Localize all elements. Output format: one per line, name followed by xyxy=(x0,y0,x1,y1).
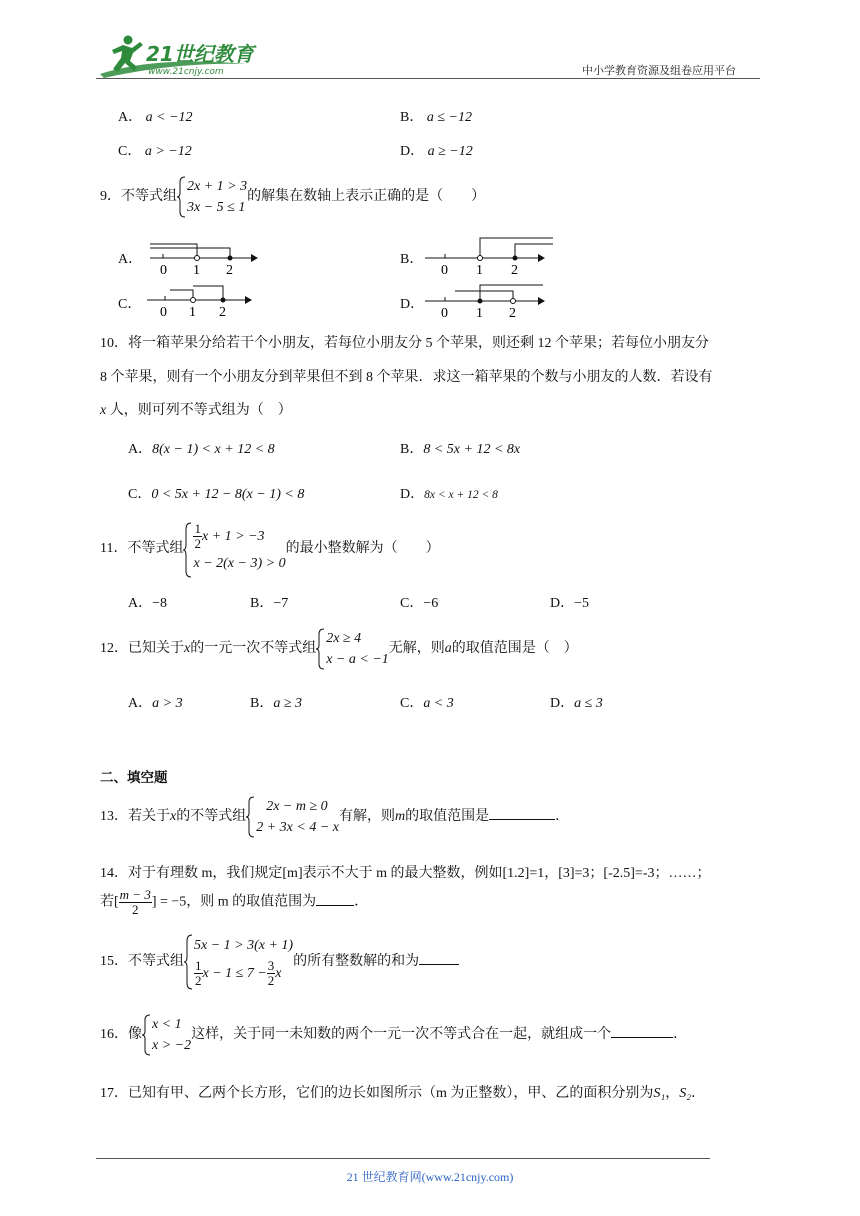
logo-text: 21世纪教育 xyxy=(146,42,254,66)
option-label: A． xyxy=(118,110,143,125)
question-11: 11．不等式组 $\frac{1}{2}$ x + 1 > −3 x − 2(x − 3) > 0 的最小整数解为（ ） xyxy=(100,522,440,576)
answer-blank[interactable] xyxy=(489,819,555,820)
svg-text:2: 2 xyxy=(226,263,233,278)
question-13: 13．若关于x的不等式组 2x − m ≥ 0 2 + 3x < 4 − x 有解，则m的取值范围是 ． xyxy=(100,796,569,838)
q12-option-d[interactable]: D．a ≤ 3 xyxy=(550,696,603,711)
question-17: 17．已知有甲、乙两个长方形，它们的边长如图所示（m 为正整数），甲、乙的面积分别为S₁，S₂． xyxy=(100,1086,706,1101)
question-12: 12．已知关于x的一元一次不等式组 2x ≥ 4 x − a < −1 无解，则a的取值范围是（ ） xyxy=(100,628,578,670)
logo-url: www.21cnjy.com xyxy=(148,67,224,77)
svg-text:0: 0 xyxy=(160,263,167,278)
option-expr: a < −12 xyxy=(145,110,193,125)
q10-option-b[interactable]: B．8 < 5x + 12 < 8x xyxy=(400,442,521,457)
question-14-line2: 若[ $\frac{m - 3}{2}$ ] = −5，则 m 的取值范围为 ． xyxy=(100,887,369,917)
q10-option-d[interactable]: D．8x < x + 12 < 8 xyxy=(400,487,498,502)
svg-text:1: 1 xyxy=(476,306,483,321)
inequality-system: x < 1 x > −2 xyxy=(142,1014,191,1056)
svg-text:1: 1 xyxy=(189,305,196,320)
inequality-system: 2x ≥ 4 x − a < −1 xyxy=(316,628,389,670)
question-15: 15．不等式组 5x − 1 > 3(x + 1) $\frac{1}{2}$ x − 1 ≤ 7 − $\frac{3}{2}$ x 的所有整数解的和为 xyxy=(100,934,459,990)
question-text: 不等式组 xyxy=(121,189,177,205)
inequality-system: 2x − m ≥ 0 2 + 3x < 4 − x xyxy=(246,796,339,838)
q12-option-b[interactable]: B．a ≥ 3 xyxy=(250,696,303,711)
q9-option-d-numberline[interactable] xyxy=(425,280,560,322)
q11-option-b[interactable]: B．−7 xyxy=(250,596,289,611)
svg-text:2: 2 xyxy=(509,306,516,321)
question-16: 16．像 x < 1 x > −2 这样，关于同一未知数的两个一元一次不等式合在一起，就组成一个 ． xyxy=(100,1014,687,1056)
option-expr: a > −12 xyxy=(144,144,192,159)
q8-option-d[interactable] xyxy=(400,140,473,160)
q9-option-a-numberline[interactable] xyxy=(145,236,260,278)
q11-option-a[interactable]: A．−8 xyxy=(128,596,168,611)
q9-option-b-numberline[interactable] xyxy=(425,232,560,278)
inequality-system: $\frac{1}{2}$ x + 1 > −3 x − 2(x − 3) > 0 xyxy=(183,522,285,576)
answer-blank[interactable] xyxy=(611,1037,673,1038)
question-10-line1: 10．将一箱苹果分给若干个小朋友，若每位小朋友分 5 个苹果，则还剩 12 个苹果；若每位小朋友分 xyxy=(100,336,709,351)
header-divider xyxy=(96,78,760,79)
question-9 xyxy=(100,176,485,218)
q10-option-a[interactable]: A．8(x − 1) < x + 12 < 8 xyxy=(128,442,275,457)
footer-divider xyxy=(96,1158,710,1159)
inequality-system: 5x − 1 > 3(x + 1) $\frac{1}{2}$ x − 1 ≤ 7 − $\frac{3}{2}$ x xyxy=(184,934,293,990)
q9-option-c-label[interactable]: C． xyxy=(118,297,142,312)
question-text: 的解集在数轴上表示正确的是（ ） xyxy=(247,189,486,205)
question-14-line1: 14．对于有理数 m，我们规定[m]表示不大于 m 的最大整数，例如[1.2]=1，[3]=3；[-2.5]=-3；……； xyxy=(100,866,711,881)
question-number: 9． xyxy=(100,189,121,205)
option-expr: a ≤ −12 xyxy=(426,110,472,125)
answer-blank[interactable] xyxy=(316,905,354,906)
q11-option-c[interactable]: C．−6 xyxy=(400,596,439,611)
header-title: 中小学教育资源及组卷应用平台 xyxy=(582,64,736,77)
q8-option-a[interactable] xyxy=(118,106,193,126)
svg-text:0: 0 xyxy=(441,306,448,321)
section-heading: 二、填空题 xyxy=(100,770,168,786)
inequality-system: 2x + 1 > 3 3x − 5 ≤ 1 xyxy=(177,176,247,218)
q12-option-a[interactable]: A．a > 3 xyxy=(128,696,183,711)
svg-text:1: 1 xyxy=(476,263,483,278)
q9-option-b-label[interactable]: B． xyxy=(400,252,424,267)
svg-text:0: 0 xyxy=(441,263,448,278)
option-label: D． xyxy=(400,144,425,159)
footer-text: 21 世纪教育网(www.21cnjy.com) xyxy=(346,1170,514,1184)
q9-option-c-numberline[interactable] xyxy=(145,282,260,322)
site-logo xyxy=(96,34,264,82)
q11-option-d[interactable]: D．−5 xyxy=(550,596,590,611)
option-expr: a ≥ −12 xyxy=(427,144,473,159)
q8-option-b[interactable] xyxy=(400,106,472,126)
option-label: B． xyxy=(400,110,424,125)
option-label: C． xyxy=(118,144,142,159)
svg-text:2: 2 xyxy=(511,263,518,278)
q8-option-c[interactable] xyxy=(118,140,192,160)
q9-option-d-label[interactable]: D． xyxy=(400,297,425,312)
svg-text:1: 1 xyxy=(193,263,200,278)
answer-blank[interactable] xyxy=(419,964,459,965)
svg-text:2: 2 xyxy=(219,305,226,320)
q9-option-a-label[interactable]: A． xyxy=(118,252,143,267)
q10-option-c[interactable]: C．0 < 5x + 12 − 8(x − 1) < 8 xyxy=(128,487,305,502)
question-10-line2: 8 个苹果，则有一个小朋友分到苹果但不到 8 个苹果．求这一箱苹果的个数与小朋友的人数．若设有 xyxy=(100,370,713,385)
question-10-line3: x 人，则可列不等式组为（ ） xyxy=(100,403,292,418)
svg-text:0: 0 xyxy=(160,305,167,320)
q12-option-c[interactable]: C．a < 3 xyxy=(400,696,454,711)
